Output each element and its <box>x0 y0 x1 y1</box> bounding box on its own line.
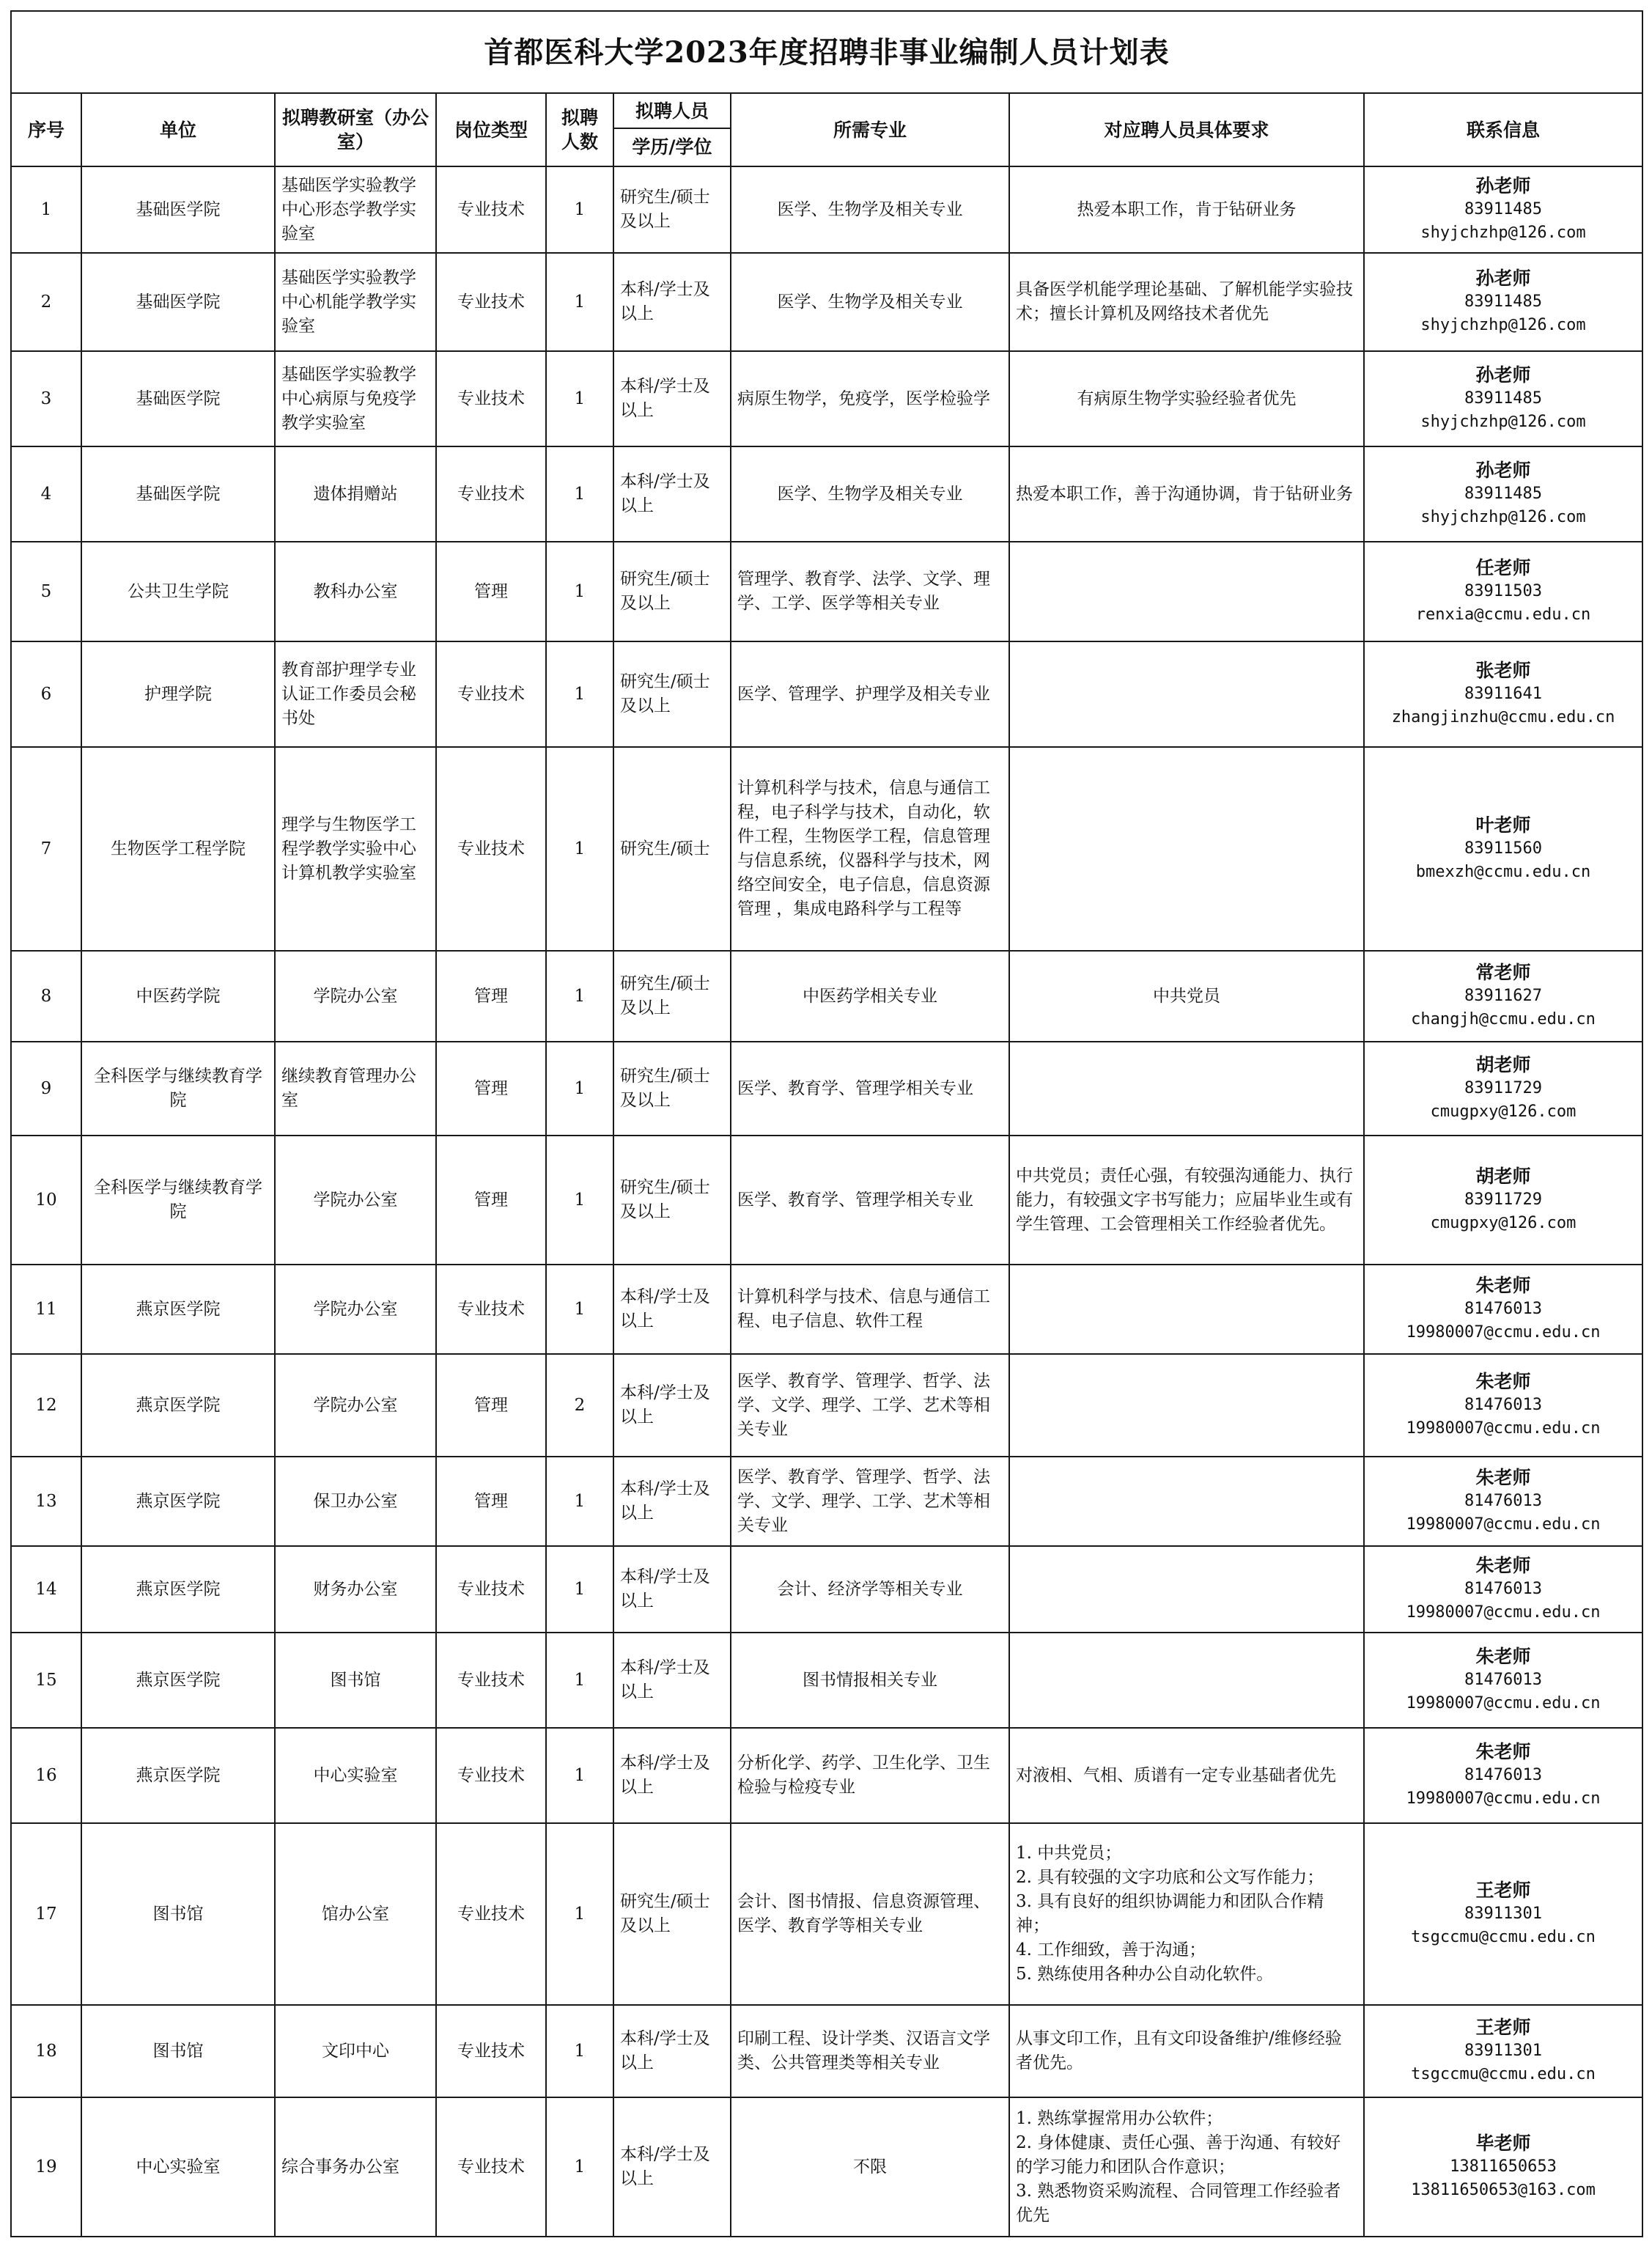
recruitment-table <box>10 10 1643 2237</box>
cell-edu: 本科/学士及以上 <box>613 1728 731 1823</box>
cell-edu: 研究生/硕士及以上 <box>613 542 731 641</box>
recruitment-sheet <box>10 10 1642 2237</box>
contact-name: 叶老师 <box>1475 814 1531 836</box>
cell-seq: 5 <box>11 542 81 641</box>
contact-name: 朱老师 <box>1475 1646 1531 1667</box>
cell-unit: 全科医学与继续教育学院 <box>81 1042 275 1136</box>
contact-phone: 83911641 <box>1464 685 1542 703</box>
cell-dept: 财务办公室 <box>275 1546 436 1633</box>
cell-major: 医学、教育学、管理学相关专业 <box>731 1136 1009 1265</box>
cell-dept: 基础医学实验教学中心机能学教学实验室 <box>275 253 436 351</box>
cell-contact <box>1364 2005 1642 2097</box>
cell-requirement: 对液相、气相、质谱有一定专业基础者优先 <box>1009 1728 1364 1823</box>
table-row <box>11 1265 1642 1354</box>
cell-requirement <box>1009 747 1364 951</box>
cell-seq: 8 <box>11 951 81 1042</box>
table-row <box>11 1354 1642 1457</box>
cell-contact <box>1364 1823 1642 2005</box>
cell-contact <box>1364 747 1642 951</box>
contact-name: 朱老师 <box>1475 1467 1531 1488</box>
cell-requirement <box>1009 1265 1364 1354</box>
cell-contact <box>1364 2097 1642 2237</box>
cell-unit: 燕京医学院 <box>81 1633 275 1728</box>
contact-email[interactable]: tsgccmu@ccmu.edu.cn <box>1411 1928 1596 1946</box>
contact-phone: 83911485 <box>1464 389 1542 408</box>
cell-count: 1 <box>546 1042 613 1136</box>
cell-edu: 本科/学士及以上 <box>613 1633 731 1728</box>
header-seq: 序号 <box>11 93 81 166</box>
cell-requirement <box>1009 641 1364 747</box>
cell-dept: 继续教育管理办公室 <box>275 1042 436 1136</box>
cell-major: 医学、教育学、管理学、哲学、法学、文学、理学、工学、艺术等相关专业 <box>731 1354 1009 1457</box>
header-post-type: 岗位类型 <box>436 93 546 166</box>
cell-seq: 11 <box>11 1265 81 1354</box>
cell-major: 计算机科学与技术，信息与通信工程，电子科学与技术，自动化，软件工程，生物医学工程，信息管理与信息系统，仪器科学与技术，网络空间安全，电子信息，信息资源管理 ，集成电路科学与工程等 <box>731 747 1009 951</box>
contact-email[interactable]: 19980007@ccmu.edu.cn <box>1406 1323 1601 1342</box>
cell-major: 医学、管理学、护理学及相关专业 <box>731 641 1009 747</box>
cell-major: 医学、教育学、管理学相关专业 <box>731 1042 1009 1136</box>
header-edu: 学历/学位 <box>632 136 712 158</box>
cell-dept: 学院办公室 <box>275 1136 436 1265</box>
contact-name: 任老师 <box>1475 557 1531 578</box>
cell-dept: 学院办公室 <box>275 951 436 1042</box>
cell-contact <box>1364 542 1642 641</box>
cell-contact <box>1364 1042 1642 1136</box>
cell-edu: 本科/学士及以上 <box>613 1265 731 1354</box>
contact-name: 王老师 <box>1475 2017 1531 2038</box>
cell-requirement <box>1009 1354 1364 1457</box>
contact-email[interactable]: cmugpxy@126.com <box>1430 1103 1577 1121</box>
contact-email[interactable]: cmugpxy@126.com <box>1430 1214 1577 1232</box>
cell-major: 病原生物学，免疫学，医学检验学 <box>731 351 1009 446</box>
cell-dept: 学院办公室 <box>275 1354 436 1457</box>
cell-count: 1 <box>546 1265 613 1354</box>
cell-unit: 生物医学工程学院 <box>81 747 275 951</box>
contact-name: 孙老师 <box>1475 364 1531 386</box>
cell-requirement: 具备医学机能学理论基础、了解机能学实验技术；擅长计算机及网络技术者优先 <box>1009 253 1364 351</box>
cell-dept: 学院办公室 <box>275 1265 436 1354</box>
contact-name: 王老师 <box>1475 1880 1531 1901</box>
contact-email[interactable]: renxia@ccmu.edu.cn <box>1415 606 1591 624</box>
contact-name: 常老师 <box>1475 962 1531 983</box>
cell-requirement: 1. 熟练掌握常用办公软件； 2. 身体健康、责任心强、善于沟通、有较好的学习能力和团队合作意识； 3. 熟悉物资采购流程、合同管理工作经验者优先 <box>1009 2097 1364 2237</box>
cell-major: 医学、生物学及相关专业 <box>731 446 1009 542</box>
cell-major: 分析化学、药学、卫生化学、卫生检验与检疫专业 <box>731 1728 1009 1823</box>
cell-dept: 教科办公室 <box>275 542 436 641</box>
contact-email[interactable]: 19980007@ccmu.edu.cn <box>1406 1603 1601 1622</box>
contact-phone: 13811650653 <box>1450 2157 1557 2176</box>
cell-seq: 10 <box>11 1136 81 1265</box>
cell-seq: 18 <box>11 2005 81 2097</box>
cell-edu: 研究生/硕士及以上 <box>613 951 731 1042</box>
table-row <box>11 1728 1642 1823</box>
contact-email[interactable]: bmexzh@ccmu.edu.cn <box>1415 863 1591 881</box>
cell-seq: 4 <box>11 446 81 542</box>
contact-phone: 81476013 <box>1464 1671 1542 1689</box>
contact-name: 胡老师 <box>1475 1166 1531 1187</box>
cell-unit: 基础医学院 <box>81 351 275 446</box>
header-requirement: 对应聘人员具体要求 <box>1009 93 1364 166</box>
table-row <box>11 542 1642 641</box>
contact-phone: 83911301 <box>1464 1905 1542 1923</box>
cell-unit: 护理学院 <box>81 641 275 747</box>
cell-unit: 公共卫生学院 <box>81 542 275 641</box>
cell-count: 1 <box>546 542 613 641</box>
cell-requirement <box>1009 1546 1364 1633</box>
table-row <box>11 1457 1642 1546</box>
contact-name: 朱老师 <box>1475 1275 1531 1296</box>
cell-unit: 燕京医学院 <box>81 1457 275 1546</box>
cell-count: 1 <box>546 2005 613 2097</box>
cell-seq: 13 <box>11 1457 81 1546</box>
cell-post-type: 专业技术 <box>436 253 546 351</box>
table-row <box>11 253 1642 351</box>
contact-phone: 81476013 <box>1464 1492 1542 1510</box>
cell-post-type: 专业技术 <box>436 1546 546 1633</box>
contact-email[interactable]: 13811650653@163.com <box>1411 2181 1596 2199</box>
contact-name: 朱老师 <box>1475 1741 1531 1762</box>
contact-name: 孙老师 <box>1475 460 1531 481</box>
table-row <box>11 641 1642 747</box>
cell-unit: 基础医学院 <box>81 166 275 253</box>
cell-post-type: 管理 <box>436 1457 546 1546</box>
contact-phone: 83911729 <box>1464 1191 1542 1209</box>
cell-dept: 基础医学实验教学中心形态学教学实验室 <box>275 166 436 253</box>
contact-name: 毕老师 <box>1475 2133 1531 2154</box>
cell-contact <box>1364 1265 1642 1354</box>
contact-email[interactable]: changjh@ccmu.edu.cn <box>1411 1010 1596 1029</box>
cell-count: 1 <box>546 1633 613 1728</box>
cell-major: 会计、经济学等相关专业 <box>731 1546 1009 1633</box>
cell-unit: 全科医学与继续教育学院 <box>81 1136 275 1265</box>
cell-dept: 基础医学实验教学中心病原与免疫学教学实验室 <box>275 351 436 446</box>
cell-contact <box>1364 1136 1642 1265</box>
cell-dept: 理学与生物医学工程学教学实验中心计算机教学实验室 <box>275 747 436 951</box>
cell-major: 医学、生物学及相关专业 <box>731 253 1009 351</box>
cell-unit: 中心实验室 <box>81 2097 275 2237</box>
cell-seq: 6 <box>11 641 81 747</box>
contact-name: 孙老师 <box>1475 268 1531 289</box>
cell-edu: 研究生/硕士及以上 <box>613 1136 731 1265</box>
contact-phone: 83911301 <box>1464 2042 1542 2060</box>
cell-dept: 教育部护理学专业认证工作委员会秘书处 <box>275 641 436 747</box>
cell-edu: 研究生/硕士及以上 <box>613 166 731 253</box>
cell-requirement: 中共党员 <box>1009 951 1364 1042</box>
cell-unit: 燕京医学院 <box>81 1354 275 1457</box>
cell-contact <box>1364 641 1642 747</box>
contact-phone: 81476013 <box>1464 1766 1542 1784</box>
cell-post-type: 管理 <box>436 542 546 641</box>
cell-contact <box>1364 1728 1642 1823</box>
contact-email[interactable]: shyjchzhp@126.com <box>1420 316 1586 334</box>
cell-contact <box>1364 446 1642 542</box>
cell-count: 1 <box>546 1728 613 1823</box>
cell-post-type: 管理 <box>436 951 546 1042</box>
contact-phone: 81476013 <box>1464 1396 1542 1414</box>
cell-unit: 图书馆 <box>81 1823 275 2005</box>
cell-edu: 本科/学士及以上 <box>613 1546 731 1633</box>
contact-email[interactable]: zhangjinzhu@ccmu.edu.cn <box>1391 708 1615 726</box>
cell-post-type: 管理 <box>436 1354 546 1457</box>
cell-seq: 1 <box>11 166 81 253</box>
cell-seq: 3 <box>11 351 81 446</box>
cell-count: 1 <box>546 166 613 253</box>
cell-post-type: 专业技术 <box>436 641 546 747</box>
cell-seq: 17 <box>11 1823 81 2005</box>
cell-requirement <box>1009 1633 1364 1728</box>
cell-edu: 本科/学士及以上 <box>613 2097 731 2237</box>
cell-edu: 研究生/硕士及以上 <box>613 1042 731 1136</box>
table-row <box>11 1042 1642 1136</box>
cell-requirement <box>1009 1457 1364 1546</box>
cell-seq: 7 <box>11 747 81 951</box>
cell-unit: 图书馆 <box>81 2005 275 2097</box>
contact-phone: 83911485 <box>1464 292 1542 311</box>
cell-post-type: 专业技术 <box>436 747 546 951</box>
cell-major: 印刷工程、设计学类、汉语言文学类、公共管理类等相关专业 <box>731 2005 1009 2097</box>
table-row <box>11 446 1642 542</box>
cell-requirement: 热爱本职工作，善于沟通协调，肯于钻研业务 <box>1009 446 1364 542</box>
cell-major: 计算机科学与技术、信息与通信工程、电子信息、软件工程 <box>731 1265 1009 1354</box>
cell-contact <box>1364 1354 1642 1457</box>
cell-unit: 基础医学院 <box>81 446 275 542</box>
cell-edu: 研究生/硕士及以上 <box>613 641 731 747</box>
cell-seq: 2 <box>11 253 81 351</box>
header-row <box>11 93 1642 166</box>
table-row <box>11 1546 1642 1633</box>
cell-contact <box>1364 1546 1642 1633</box>
header-edu-group <box>613 93 731 166</box>
cell-post-type: 专业技术 <box>436 1823 546 2005</box>
contact-phone: 83911560 <box>1464 839 1542 858</box>
cell-count: 1 <box>546 2097 613 2237</box>
cell-count: 1 <box>546 641 613 747</box>
contact-phone: 83911485 <box>1464 200 1542 218</box>
cell-requirement: 有病原生物学实验经验者优先 <box>1009 351 1364 446</box>
table-row <box>11 951 1642 1042</box>
cell-contact <box>1364 1457 1642 1546</box>
cell-post-type: 管理 <box>436 1136 546 1265</box>
cell-requirement: 1. 中共党员； 2. 具有较强的文字功底和公文写作能力； 3. 具有良好的组织协调能力和团队合作精神； 4. 工作细致，善于沟通； 5. 熟练使用各种办公自动化软件。 <box>1009 1823 1364 2005</box>
contact-email[interactable]: 19980007@ccmu.edu.cn <box>1406 1515 1601 1534</box>
cell-requirement <box>1009 1042 1364 1136</box>
cell-major: 图书情报相关专业 <box>731 1633 1009 1728</box>
contact-phone: 81476013 <box>1464 1580 1542 1598</box>
cell-major: 医学、教育学、管理学、哲学、法学、文学、理学、工学、艺术等相关专业 <box>731 1457 1009 1546</box>
table-row <box>11 1633 1642 1728</box>
cell-count: 1 <box>546 1136 613 1265</box>
cell-count: 1 <box>546 1823 613 2005</box>
cell-count: 2 <box>546 1354 613 1457</box>
cell-post-type: 管理 <box>436 1042 546 1136</box>
cell-major: 医学、生物学及相关专业 <box>731 166 1009 253</box>
cell-post-type: 专业技术 <box>436 1728 546 1823</box>
contact-email[interactable]: shyjchzhp@126.com <box>1420 413 1586 431</box>
cell-seq: 14 <box>11 1546 81 1633</box>
cell-count: 1 <box>546 951 613 1042</box>
contact-email[interactable]: tsgccmu@ccmu.edu.cn <box>1411 2065 1596 2083</box>
contact-name: 孙老师 <box>1475 175 1531 196</box>
contact-phone: 83911627 <box>1464 987 1542 1005</box>
cell-edu: 本科/学士及以上 <box>613 446 731 542</box>
contact-email[interactable]: 19980007@ccmu.edu.cn <box>1406 1419 1601 1438</box>
contact-phone: 83911485 <box>1464 485 1542 503</box>
contact-name: 胡老师 <box>1475 1054 1531 1075</box>
table-row <box>11 747 1642 951</box>
cell-edu: 研究生/硕士及以上 <box>613 1823 731 2005</box>
cell-post-type: 专业技术 <box>436 351 546 446</box>
contact-name: 朱老师 <box>1475 1555 1531 1576</box>
cell-dept: 保卫办公室 <box>275 1457 436 1546</box>
cell-count: 1 <box>546 747 613 951</box>
contact-name: 张老师 <box>1475 660 1531 681</box>
cell-major: 中医药学相关专业 <box>731 951 1009 1042</box>
cell-count: 1 <box>546 351 613 446</box>
contact-phone: 83911503 <box>1464 582 1542 600</box>
cell-unit: 燕京医学院 <box>81 1265 275 1354</box>
cell-dept: 文印中心 <box>275 2005 436 2097</box>
header-edu-group-label: 拟聘人员 <box>614 95 730 129</box>
cell-dept: 遗体捐赠站 <box>275 446 436 542</box>
cell-edu: 本科/学士及以上 <box>613 253 731 351</box>
contact-name: 朱老师 <box>1475 1371 1531 1392</box>
contact-phone: 83911729 <box>1464 1079 1542 1097</box>
header-contact: 联系信息 <box>1364 93 1642 166</box>
table-row <box>11 2097 1642 2237</box>
cell-major: 不限 <box>731 2097 1009 2237</box>
header-dept: 拟聘教研室（办公室） <box>275 93 436 166</box>
cell-count: 1 <box>546 446 613 542</box>
cell-seq: 16 <box>11 1728 81 1823</box>
contact-email[interactable]: shyjchzhp@126.com <box>1420 224 1586 242</box>
cell-unit: 中医药学院 <box>81 951 275 1042</box>
cell-edu: 本科/学士及以上 <box>613 351 731 446</box>
cell-post-type: 专业技术 <box>436 166 546 253</box>
header-unit: 单位 <box>81 93 275 166</box>
cell-edu: 本科/学士及以上 <box>613 2005 731 2097</box>
cell-edu: 本科/学士及以上 <box>613 1354 731 1457</box>
cell-major: 管理学、教育学、法学、文学、理学、工学、医学等相关专业 <box>731 542 1009 641</box>
header-major: 所需专业 <box>731 93 1009 166</box>
cell-requirement: 从事文印工作，且有文印设备维护/维修经验者优先。 <box>1009 2005 1364 2097</box>
cell-count: 1 <box>546 1457 613 1546</box>
cell-post-type: 专业技术 <box>436 1633 546 1728</box>
cell-seq: 19 <box>11 2097 81 2237</box>
cell-unit: 燕京医学院 <box>81 1546 275 1633</box>
cell-requirement <box>1009 542 1364 641</box>
cell-seq: 12 <box>11 1354 81 1457</box>
cell-edu: 本科/学士及以上 <box>613 1457 731 1546</box>
cell-post-type: 专业技术 <box>436 2005 546 2097</box>
cell-dept: 综合事务办公室 <box>275 2097 436 2237</box>
contact-email[interactable]: 19980007@ccmu.edu.cn <box>1406 1789 1601 1808</box>
table-row <box>11 2005 1642 2097</box>
cell-contact <box>1364 351 1642 446</box>
cell-dept: 图书馆 <box>275 1633 436 1728</box>
page-title: 首都医科大学2023年度招聘非事业编制人员计划表 <box>11 11 1642 93</box>
cell-contact <box>1364 1633 1642 1728</box>
header-count: 拟聘人数 <box>546 93 613 166</box>
contact-email[interactable]: shyjchzhp@126.com <box>1420 508 1586 526</box>
cell-unit: 基础医学院 <box>81 253 275 351</box>
cell-post-type: 专业技术 <box>436 446 546 542</box>
title-row <box>11 11 1642 93</box>
table-row <box>11 166 1642 253</box>
cell-post-type: 专业技术 <box>436 2097 546 2237</box>
cell-contact <box>1364 166 1642 253</box>
table-row <box>11 351 1642 446</box>
table-row <box>11 1136 1642 1265</box>
cell-post-type: 专业技术 <box>436 1265 546 1354</box>
cell-major: 会计、图书情报、信息资源管理、医学、教育学等相关专业 <box>731 1823 1009 2005</box>
cell-contact <box>1364 951 1642 1042</box>
cell-edu: 研究生/硕士 <box>613 747 731 951</box>
contact-phone: 81476013 <box>1464 1300 1542 1318</box>
cell-count: 1 <box>546 253 613 351</box>
contact-email[interactable]: 19980007@ccmu.edu.cn <box>1406 1694 1601 1712</box>
cell-requirement: 热爱本职工作，肯于钻研业务 <box>1009 166 1364 253</box>
table-row <box>11 1823 1642 2005</box>
cell-unit: 燕京医学院 <box>81 1728 275 1823</box>
cell-dept: 馆办公室 <box>275 1823 436 2005</box>
cell-seq: 9 <box>11 1042 81 1136</box>
cell-dept: 中心实验室 <box>275 1728 436 1823</box>
cell-count: 1 <box>546 1546 613 1633</box>
cell-contact <box>1364 253 1642 351</box>
cell-requirement: 中共党员；责任心强，有较强沟通能力、执行能力，有较强文字书写能力；应届毕业生或有学生管理、工会管理相关工作经验者优先。 <box>1009 1136 1364 1265</box>
cell-seq: 15 <box>11 1633 81 1728</box>
